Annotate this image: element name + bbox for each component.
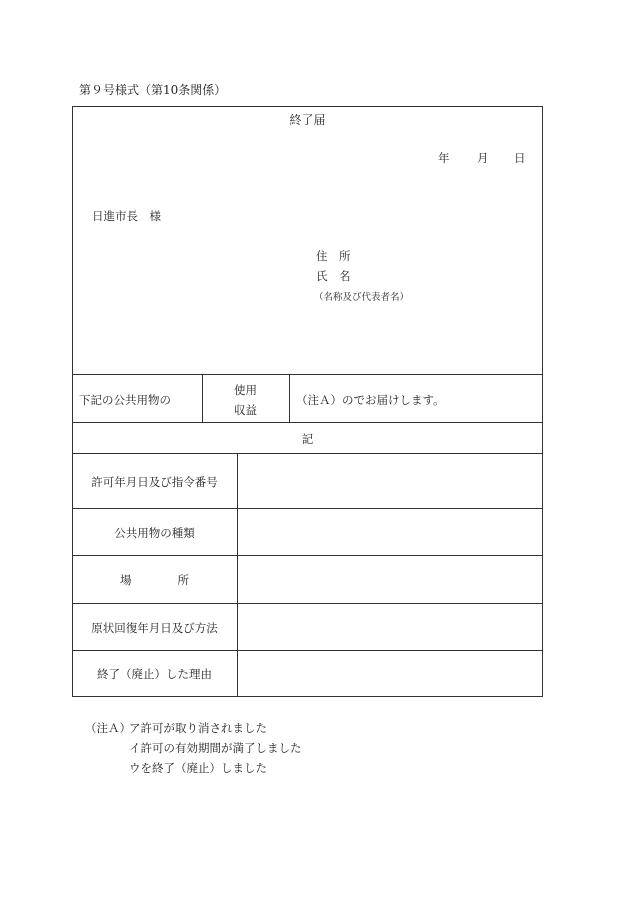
divider-statement-bottom — [72, 422, 543, 423]
row-label-location: 場 所 — [120, 573, 189, 587]
divider-row-4 — [72, 650, 543, 651]
option-profit: 収益 — [234, 403, 257, 417]
date-year-label: 年 — [438, 151, 450, 165]
row-label-public-property-type: 公共用物の種類 — [114, 526, 195, 540]
note-item-i: イ許可の有効期間が満了しました — [129, 741, 302, 755]
divider-statement-right — [289, 374, 290, 422]
row-label-termination-reason: 終了（廃止）した理由 — [97, 667, 212, 681]
divider-row-1 — [72, 508, 543, 509]
divider-rows-column — [237, 453, 238, 697]
applicant-name-label: 氏 名 — [316, 269, 351, 283]
statement-prefix: 下記の公共用物の — [79, 393, 171, 407]
applicant-name-note: （名称及び代表者名） — [314, 292, 410, 303]
note-item-a: ア許可が取り消されました — [129, 721, 267, 735]
addressee: 日進市長 様 — [92, 209, 161, 223]
date-day-label: 日 — [514, 151, 526, 165]
statement-suffix: （注Ａ）のでお届けします。 — [296, 393, 445, 407]
document-title: 終了届 — [289, 113, 326, 127]
divider-row-2 — [72, 555, 543, 556]
divider-ki-bottom — [72, 453, 543, 454]
note-item-u: ウを終了（廃止）しました — [129, 761, 267, 775]
ki-heading: 記 — [301, 432, 314, 446]
divider-header-bottom — [72, 374, 543, 375]
row-label-permit-date-number: 許可年月日及び指令番号 — [91, 475, 218, 489]
divider-row-3 — [72, 603, 543, 604]
applicant-address-label: 住 所 — [316, 249, 351, 263]
option-use: 使用 — [234, 383, 257, 397]
row-label-restoration-date-method: 原状回復年月日及び方法 — [91, 621, 218, 635]
note-head: （注Ａ） — [85, 721, 131, 735]
date-month-label: 月 — [477, 151, 489, 165]
form-number: 第９号様式（第10条関係） — [79, 83, 227, 97]
